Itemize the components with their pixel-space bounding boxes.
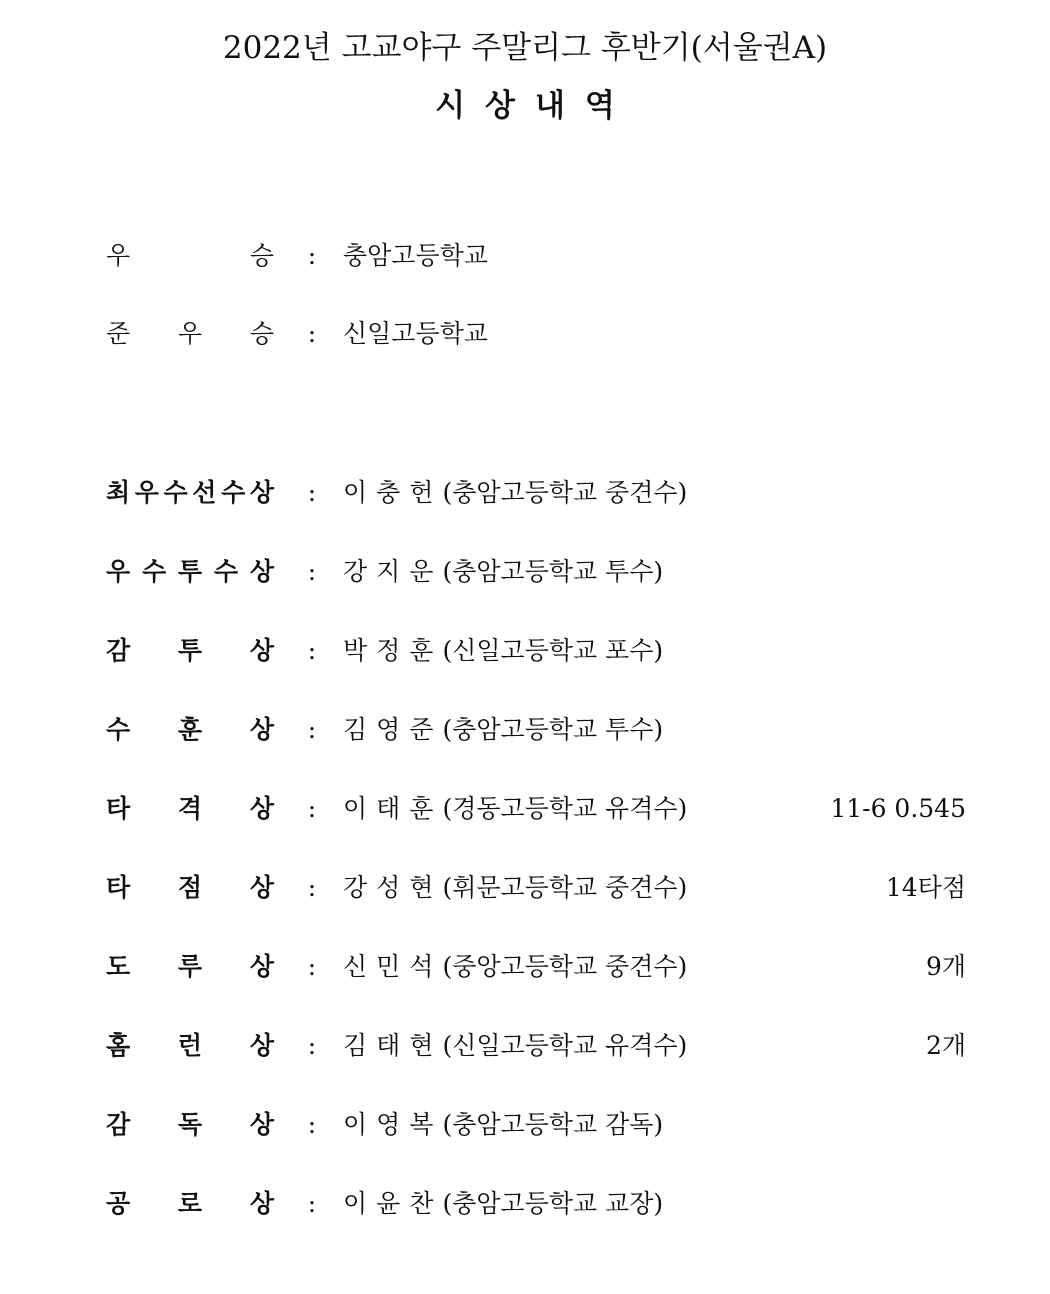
recipient	[343, 789, 687, 829]
award-label: 감 투 상	[106, 636, 274, 665]
player-name: 신민석	[343, 952, 443, 981]
award-label: 수 훈 상	[106, 715, 274, 744]
award-row-fighting-spirit	[0, 631, 1050, 671]
player-detail: (충암고등학교 중견수)	[442, 478, 688, 507]
award-label: 우 승	[106, 241, 274, 270]
player-name: 박정훈	[343, 636, 443, 665]
separator: :	[307, 952, 317, 981]
player-detail: (중앙고등학교 중견수)	[442, 952, 688, 981]
school-name: 충암고등학교	[343, 241, 488, 270]
player-detail: (충암고등학교 투수)	[442, 715, 664, 744]
player-detail: (충암고등학교 투수)	[442, 557, 664, 586]
separator: :	[307, 715, 317, 744]
award-row-merit	[0, 710, 1050, 750]
recipient	[343, 1105, 663, 1145]
award-row-best-pitcher	[0, 552, 1050, 592]
separator: :	[307, 794, 317, 823]
separator: :	[307, 1110, 317, 1139]
separator: :	[307, 873, 317, 902]
award-label: 공 로 상	[106, 1189, 274, 1218]
player-name: 이윤찬	[343, 1189, 443, 1218]
award-row-home-run	[0, 1026, 1050, 1066]
player-detail: (충암고등학교 교장)	[442, 1189, 664, 1218]
school-name: 신일고등학교	[343, 319, 488, 348]
player-name: 김태현	[343, 1031, 443, 1060]
award-row-contribution	[0, 1184, 1050, 1224]
recipient	[343, 868, 687, 908]
award-row-mvp	[0, 473, 1050, 513]
award-row-rbi	[0, 868, 1050, 908]
player-detail: (충암고등학교 감독)	[442, 1110, 664, 1139]
award-stat: 9개	[925, 952, 966, 981]
separator: :	[307, 319, 317, 348]
winner-row-champion	[0, 236, 1050, 276]
recipient	[343, 947, 687, 987]
recipient	[343, 473, 687, 513]
award-stat: 2개	[925, 1031, 966, 1060]
document-subtitle: 시상내역	[435, 88, 635, 124]
award-label: 타 격 상	[106, 794, 274, 823]
award-label: 도 루 상	[106, 952, 274, 981]
award-label: 타 점 상	[106, 873, 274, 902]
player-name: 강성현	[343, 873, 443, 902]
recipient	[343, 552, 663, 592]
award-row-manager	[0, 1105, 1050, 1145]
award-label: 감 독 상	[106, 1110, 274, 1139]
player-name: 이충헌	[343, 478, 443, 507]
separator: :	[307, 1031, 317, 1060]
separator: :	[307, 478, 317, 507]
separator: :	[307, 1189, 317, 1218]
award-row-batting	[0, 789, 1050, 829]
player-name: 이영복	[343, 1110, 443, 1139]
player-detail: (휘문고등학교 중견수)	[442, 873, 688, 902]
player-name: 이태훈	[343, 794, 443, 823]
player-detail: (신일고등학교 유격수)	[442, 1031, 688, 1060]
award-label: 우 수 투 수 상	[106, 557, 274, 586]
recipient	[343, 710, 663, 750]
separator: :	[307, 557, 317, 586]
award-stat: 11-6 0.545	[830, 794, 966, 823]
separator: :	[307, 636, 317, 665]
player-name: 강지운	[343, 557, 443, 586]
separator: :	[307, 241, 317, 270]
award-label: 홈 런 상	[106, 1031, 274, 1060]
winner-row-runner-up	[0, 314, 1050, 354]
recipient	[343, 1184, 663, 1224]
award-stat: 14타점	[885, 873, 966, 902]
player-detail: (신일고등학교 포수)	[442, 636, 664, 665]
recipient	[343, 631, 663, 671]
award-row-stolen-base	[0, 947, 1050, 987]
document-title: 2022년 고교야구 주말리그 후반기(서울권A)	[222, 30, 828, 66]
recipient	[343, 1026, 687, 1066]
player-detail: (경동고등학교 유격수)	[442, 794, 688, 823]
award-label: 최 우 수 선 수 상	[106, 478, 274, 507]
award-label: 준 우 승	[106, 319, 274, 348]
player-name: 김영준	[343, 715, 443, 744]
